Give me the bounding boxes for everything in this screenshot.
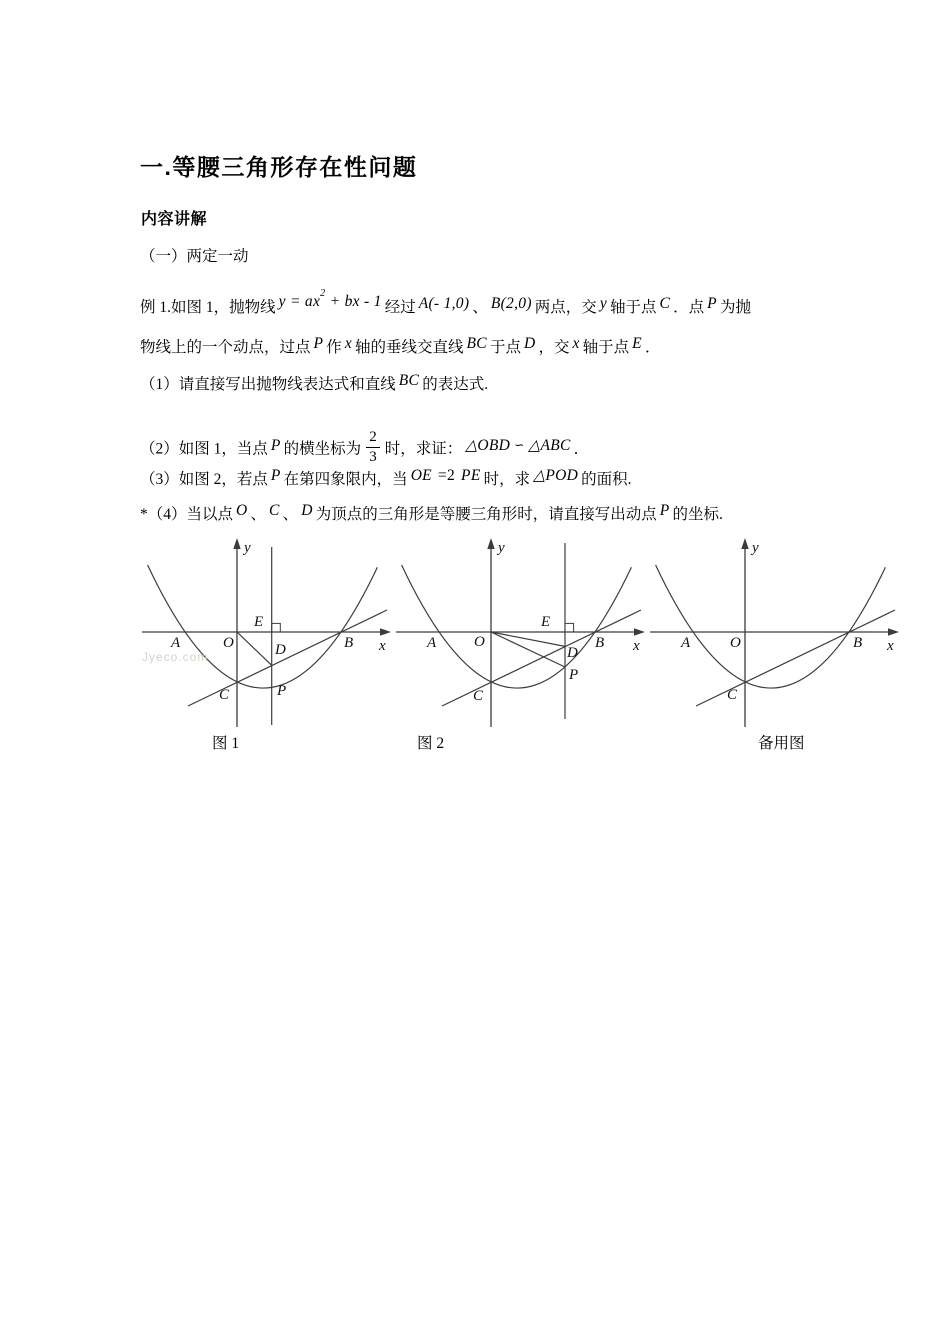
y-axis-arrow-icon xyxy=(487,538,494,549)
math-var-c: C xyxy=(269,502,280,519)
line-bc xyxy=(188,610,387,706)
axis-label-y: y xyxy=(244,540,251,556)
math-point-b: B(2,0) xyxy=(490,295,532,313)
segment-op xyxy=(491,632,565,667)
math-var-p: P xyxy=(313,335,324,352)
figure-1 xyxy=(140,537,392,733)
math-var-p: P xyxy=(270,436,281,454)
text-run: （2）如图 1，当点 xyxy=(140,440,268,458)
axis-label-x: x xyxy=(887,638,894,654)
point-label-e: E xyxy=(541,614,551,630)
math-var-o: O xyxy=(236,502,248,519)
math-line-bc: BC xyxy=(466,335,487,352)
exponent: 2 xyxy=(320,288,326,299)
math-var-y: y xyxy=(599,295,607,313)
text-run: ． xyxy=(644,339,661,356)
math-triangle-obd: △OBD xyxy=(465,436,511,454)
segment-od xyxy=(237,632,272,665)
point-label-b: B xyxy=(853,635,863,651)
math-pe: PE xyxy=(461,467,481,484)
question-item-4 xyxy=(140,503,723,527)
text-run: 在第四象限内，当 xyxy=(283,471,408,488)
math-line-bc: BC xyxy=(398,372,420,389)
point-label-a: A xyxy=(171,635,181,651)
text-run: 、 xyxy=(472,299,488,317)
text-run: 经过 xyxy=(384,299,416,317)
segment-od xyxy=(491,632,565,646)
math-var-e: E xyxy=(632,335,642,352)
fraction-denominator: 3 xyxy=(369,448,377,465)
text-run: 为抛 xyxy=(719,299,751,317)
text-run: ．点 xyxy=(673,299,705,317)
text-run: 轴的垂线交直线 xyxy=(355,339,464,356)
figure1-caption: 图 1 xyxy=(212,735,240,752)
figure3-caption: 备用图 xyxy=(758,735,805,752)
axis-label-y: y xyxy=(752,540,759,556)
point-label-d: D xyxy=(275,642,286,658)
example-paragraph-line2 xyxy=(140,336,660,360)
watermark: Jyeco.com xyxy=(142,650,209,664)
text-run: 时，求 xyxy=(483,471,531,488)
axis-label-y: y xyxy=(498,540,505,556)
question-item-2 xyxy=(140,429,589,465)
text-run: （3）如图 2，若点 xyxy=(140,471,268,488)
x-axis-arrow-icon xyxy=(380,628,391,635)
figure2-caption: 图 2 xyxy=(417,735,445,752)
point-label-p: P xyxy=(277,683,287,699)
figure-3 xyxy=(648,537,900,733)
fraction-two-thirds xyxy=(366,429,380,465)
text-run: 的横坐标为 xyxy=(283,440,362,458)
axis-label-x: x xyxy=(633,638,640,654)
section-heading: 内容讲解 xyxy=(141,211,208,228)
math-oe: OE xyxy=(410,467,432,484)
math-var-x: x xyxy=(572,335,580,352)
math-var-d: D xyxy=(523,335,536,352)
page-title: 一.等腰三角形存在性问题 xyxy=(140,154,418,180)
text-run: *（4）当以点 xyxy=(140,506,234,523)
math-triangle-pod: △POD xyxy=(533,467,579,484)
question-item-3 xyxy=(140,468,631,492)
math-var-p: P xyxy=(659,502,670,519)
math-var-x: x xyxy=(344,335,352,352)
text-run: 时，求证： xyxy=(384,440,463,458)
figure-2 xyxy=(394,537,646,733)
point-label-o: O xyxy=(730,635,741,651)
y-axis-arrow-icon xyxy=(233,538,240,549)
formula-part: + bx - 1 xyxy=(325,293,382,311)
text-run: 的表达式. xyxy=(422,376,489,393)
text-run: （1）请直接写出抛物线表达式和直线 xyxy=(140,376,396,393)
text-run: 、 xyxy=(282,506,299,523)
text-run: 例 1.如图 1，抛物线 xyxy=(140,299,276,317)
math-equals-two: =2 xyxy=(437,467,456,484)
subsection-heading: （一）两定一动 xyxy=(140,248,249,265)
right-angle-icon xyxy=(565,623,574,632)
y-axis-arrow-icon xyxy=(741,538,748,549)
text-run: 于点 xyxy=(489,339,521,356)
example-paragraph-line1 xyxy=(140,288,751,320)
text-run: 的坐标. xyxy=(672,506,723,523)
point-label-a: A xyxy=(681,635,691,651)
text-run: 物线上的一个动点，过点 xyxy=(140,339,311,356)
math-point-a: A(- 1,0) xyxy=(418,295,470,313)
point-label-c: C xyxy=(727,687,738,703)
point-label-b: B xyxy=(595,635,605,651)
text-run: 作 xyxy=(326,339,342,356)
formula-parabola xyxy=(278,288,382,311)
math-var-p: P xyxy=(707,295,717,313)
text-run: 轴于点 xyxy=(582,339,630,356)
math-var-d: D xyxy=(301,502,313,519)
math-var-c: C xyxy=(659,295,671,313)
x-axis-arrow-icon xyxy=(888,628,899,635)
point-label-d: D xyxy=(567,645,578,661)
point-label-c: C xyxy=(219,687,230,703)
point-label-p: P xyxy=(569,667,579,683)
text-run: ，交 xyxy=(538,339,570,356)
x-axis-arrow-icon xyxy=(634,628,645,635)
math-triangle-abc: △ABC xyxy=(528,436,571,454)
point-label-a: A xyxy=(427,635,437,651)
line-bc xyxy=(696,610,895,706)
point-label-e: E xyxy=(254,614,264,630)
text-run: 两点，交 xyxy=(534,299,597,317)
question-item-1 xyxy=(140,373,488,397)
point-label-b: B xyxy=(344,635,354,651)
math-var-p: P xyxy=(270,467,281,484)
formula-part: y = ax xyxy=(278,293,321,311)
point-label-c: C xyxy=(473,688,484,704)
similar-symbol: ∽ xyxy=(514,437,525,452)
text-run: 、 xyxy=(250,506,267,523)
text-run: 轴于点 xyxy=(610,299,657,317)
fraction-numerator: 2 xyxy=(366,429,380,448)
text-run: 的面积. xyxy=(581,471,632,488)
point-label-o: O xyxy=(474,634,485,650)
text-run: ． xyxy=(573,440,590,458)
text-run: 为顶点的三角形是等腰三角形时，请直接写出动点 xyxy=(315,506,657,523)
point-label-o: O xyxy=(223,635,234,651)
axis-label-x: x xyxy=(379,638,386,654)
right-angle-icon xyxy=(272,623,281,632)
